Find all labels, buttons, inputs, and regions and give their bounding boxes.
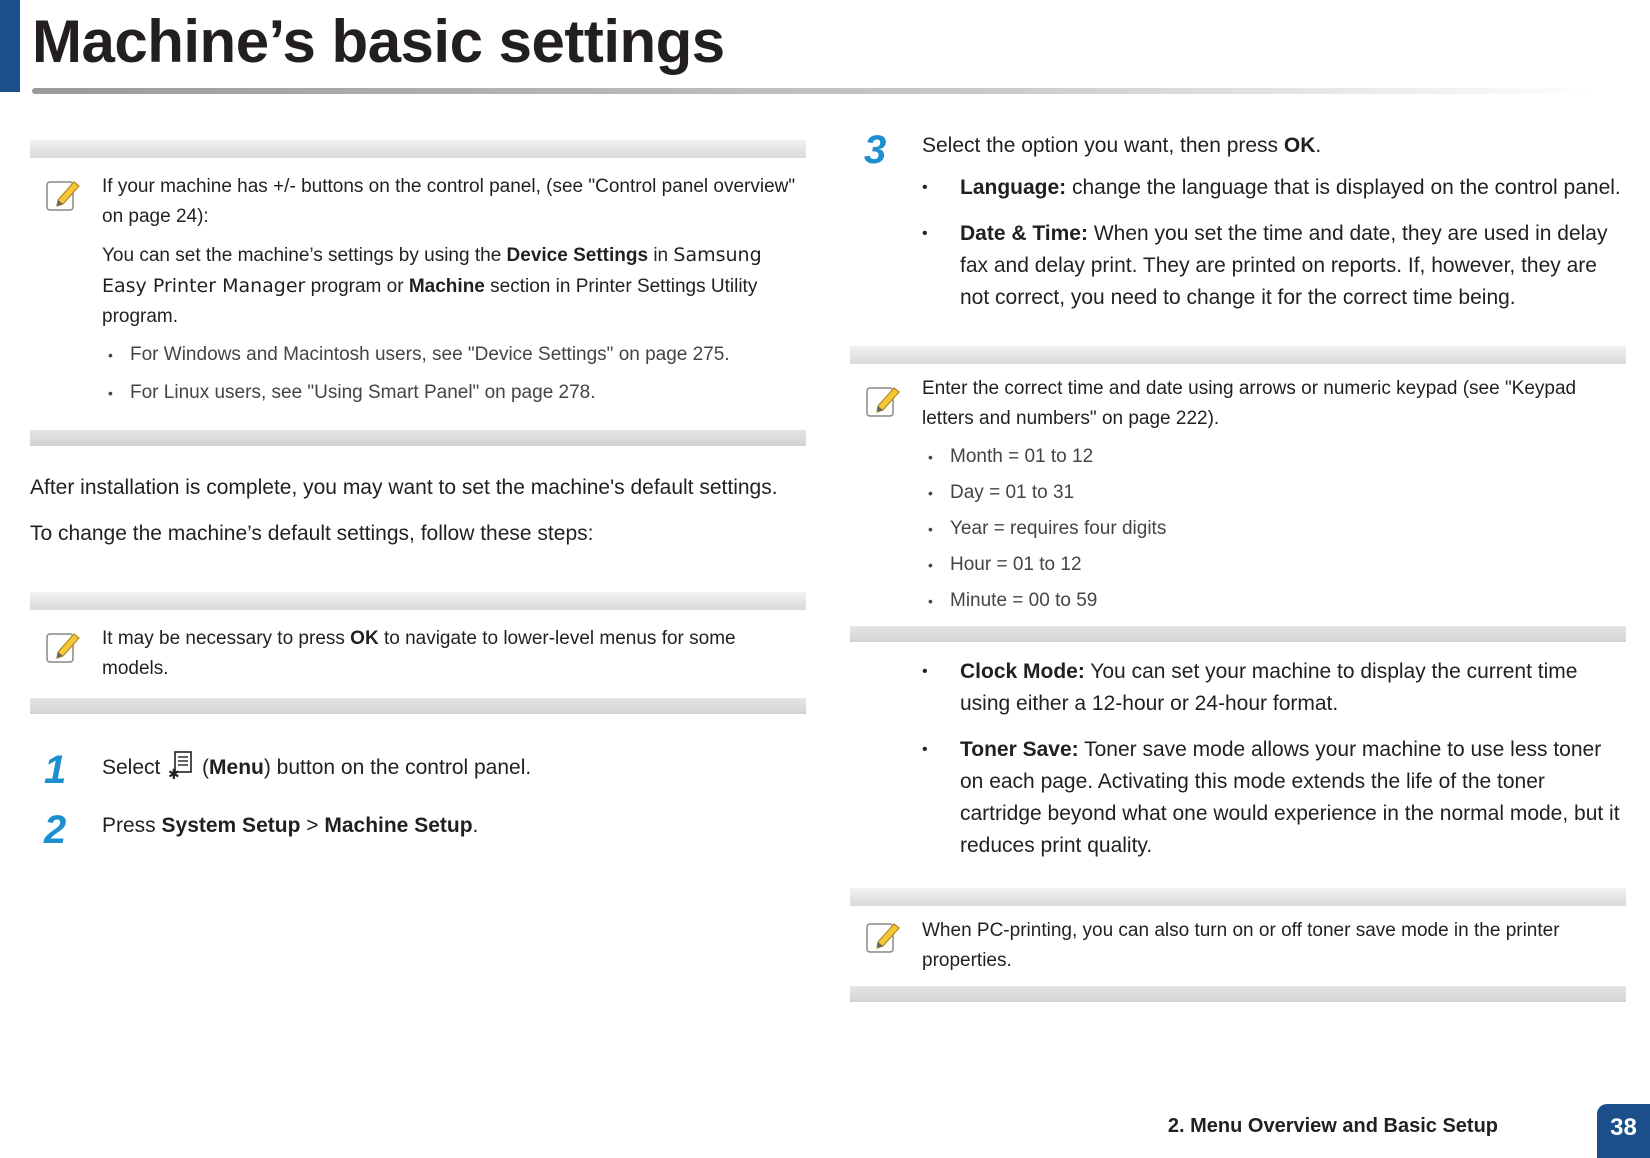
machine-label: Machine — [408, 276, 485, 297]
note-body — [30, 610, 806, 698]
text: Select the option you want, then press — [922, 134, 1284, 157]
option-text: change the language that is displayed on the control panel. — [1066, 176, 1621, 199]
ok-label: OK — [1283, 134, 1316, 157]
text: ) button on the control panel. — [263, 756, 532, 779]
text: to navigate to lower-level menus for some models. — [102, 628, 736, 679]
option-list — [922, 656, 1626, 862]
option-list — [922, 172, 1626, 314]
step-3 — [850, 130, 1626, 314]
option-list-continued — [850, 656, 1626, 862]
text: Press — [102, 814, 162, 837]
option-label: Clock Mode: — [960, 660, 1085, 683]
note-body — [30, 158, 806, 430]
text: in — [648, 245, 674, 266]
note-box-date-time — [850, 346, 1626, 642]
step-1 — [30, 748, 806, 792]
ok-label: OK — [350, 628, 379, 649]
step-number: 3 — [864, 128, 887, 172]
title-rule — [32, 88, 1597, 94]
steps-intro: To change the machine’s default settings, follow these steps: — [30, 522, 594, 545]
note-body — [850, 364, 1626, 626]
device-settings-label: Device Settings — [506, 245, 649, 266]
note-text: When PC-printing, you can also turn on or off toner save mode in the printer properties. — [922, 920, 1560, 971]
list-item: • Hour = 01 to 12 — [922, 550, 1618, 580]
text: It may be necessary to press — [102, 628, 351, 649]
note-top-bar — [30, 140, 806, 158]
text: . — [472, 814, 479, 837]
note-top-bar — [850, 346, 1626, 364]
option-text: When you set the time and date, they are used in delay fax and delay print. They are printed on reports. If, however, they are not correct, you need to change it for the correct time being. — [960, 222, 1608, 309]
app-name: Samsung Easy Printer Manager — [102, 244, 762, 297]
text: > — [300, 814, 325, 837]
option-text: You can set your machine to display the current time using either a 12-hour or 24-hour format. — [960, 660, 1578, 715]
text: Select — [102, 756, 167, 779]
text: program or — [305, 276, 409, 297]
list-item: • Year = requires four digits — [922, 514, 1618, 544]
note-top-bar — [30, 592, 806, 610]
note-bottom-bar — [30, 430, 806, 446]
pencil-note-icon — [864, 382, 902, 420]
note-top-bar — [850, 888, 1626, 906]
step-number: 2 — [44, 808, 67, 852]
text: You can set the machine’s settings by using the — [102, 245, 507, 266]
menu-icon — [168, 750, 194, 780]
list-item: • Day = 01 to 31 — [922, 478, 1618, 508]
option-label: Language: — [960, 176, 1067, 199]
list-item-clock-mode — [922, 656, 1626, 720]
note-paragraph — [102, 240, 798, 332]
note-box-toner-save — [850, 888, 1626, 1002]
note-box-device-settings — [30, 140, 806, 446]
title-accent-bar — [0, 0, 20, 92]
menu-label: Menu — [209, 756, 264, 779]
note-text — [102, 624, 798, 684]
note-bottom-bar — [850, 986, 1626, 1002]
intro-paragraph: After installation is complete, you may want to set the machine's default settings. — [30, 476, 778, 499]
list-item-toner-save — [922, 734, 1626, 862]
option-text: Toner save mode allows your machine to use less toner on each page. Activating this mode extends the life of the toner cartridge beyond what one would experience in the normal mode, but it reduces print quality. — [960, 738, 1620, 857]
step-2 — [30, 808, 806, 852]
page-number-badge: 38 — [1597, 1104, 1650, 1158]
pencil-note-icon — [44, 176, 82, 214]
list-item: • For Linux users, see "Using Smart Panel" on page 278. — [102, 378, 798, 408]
left-column — [30, 140, 806, 852]
step-number: 1 — [44, 748, 67, 792]
pencil-note-icon — [864, 918, 902, 956]
chapter-footer: 2. Menu Overview and Basic Setup — [1167, 1115, 1498, 1137]
list-item: • For Windows and Macintosh users, see "Device Settings" on page 275. — [102, 340, 798, 370]
option-label: Toner Save: — [960, 738, 1079, 761]
page-title: Machine’s basic settings — [32, 8, 725, 75]
list-item: • Minute = 00 to 59 — [922, 586, 1618, 616]
note-bullet-list — [102, 340, 798, 408]
note-intro: If your machine has +/- buttons on the control panel, (see "Control panel overview" on page 24): — [102, 176, 796, 227]
text: . — [1315, 134, 1322, 157]
note-intro: Enter the correct time and date using arrows or numeric keypad (see "Keypad letters and numbers" on page 222). — [922, 378, 1577, 429]
text: ( — [196, 756, 210, 779]
list-item-date-time — [922, 218, 1626, 314]
note-bullet-list — [922, 442, 1618, 616]
note-bottom-bar — [850, 626, 1626, 642]
list-item: • Month = 01 to 12 — [922, 442, 1618, 472]
pencil-note-icon — [44, 628, 82, 666]
note-bottom-bar — [30, 698, 806, 714]
option-label: Date & Time: — [960, 222, 1088, 245]
machine-setup-label: Machine Setup — [324, 814, 473, 837]
note-box-ok — [30, 592, 806, 714]
svg-text:✱: ✱ — [168, 767, 180, 780]
list-item-language — [922, 172, 1626, 204]
text: section in Printer Settings Utility program. — [102, 276, 758, 327]
note-body — [850, 906, 1626, 986]
system-setup-label: System Setup — [161, 814, 301, 837]
right-column — [850, 130, 1626, 1002]
